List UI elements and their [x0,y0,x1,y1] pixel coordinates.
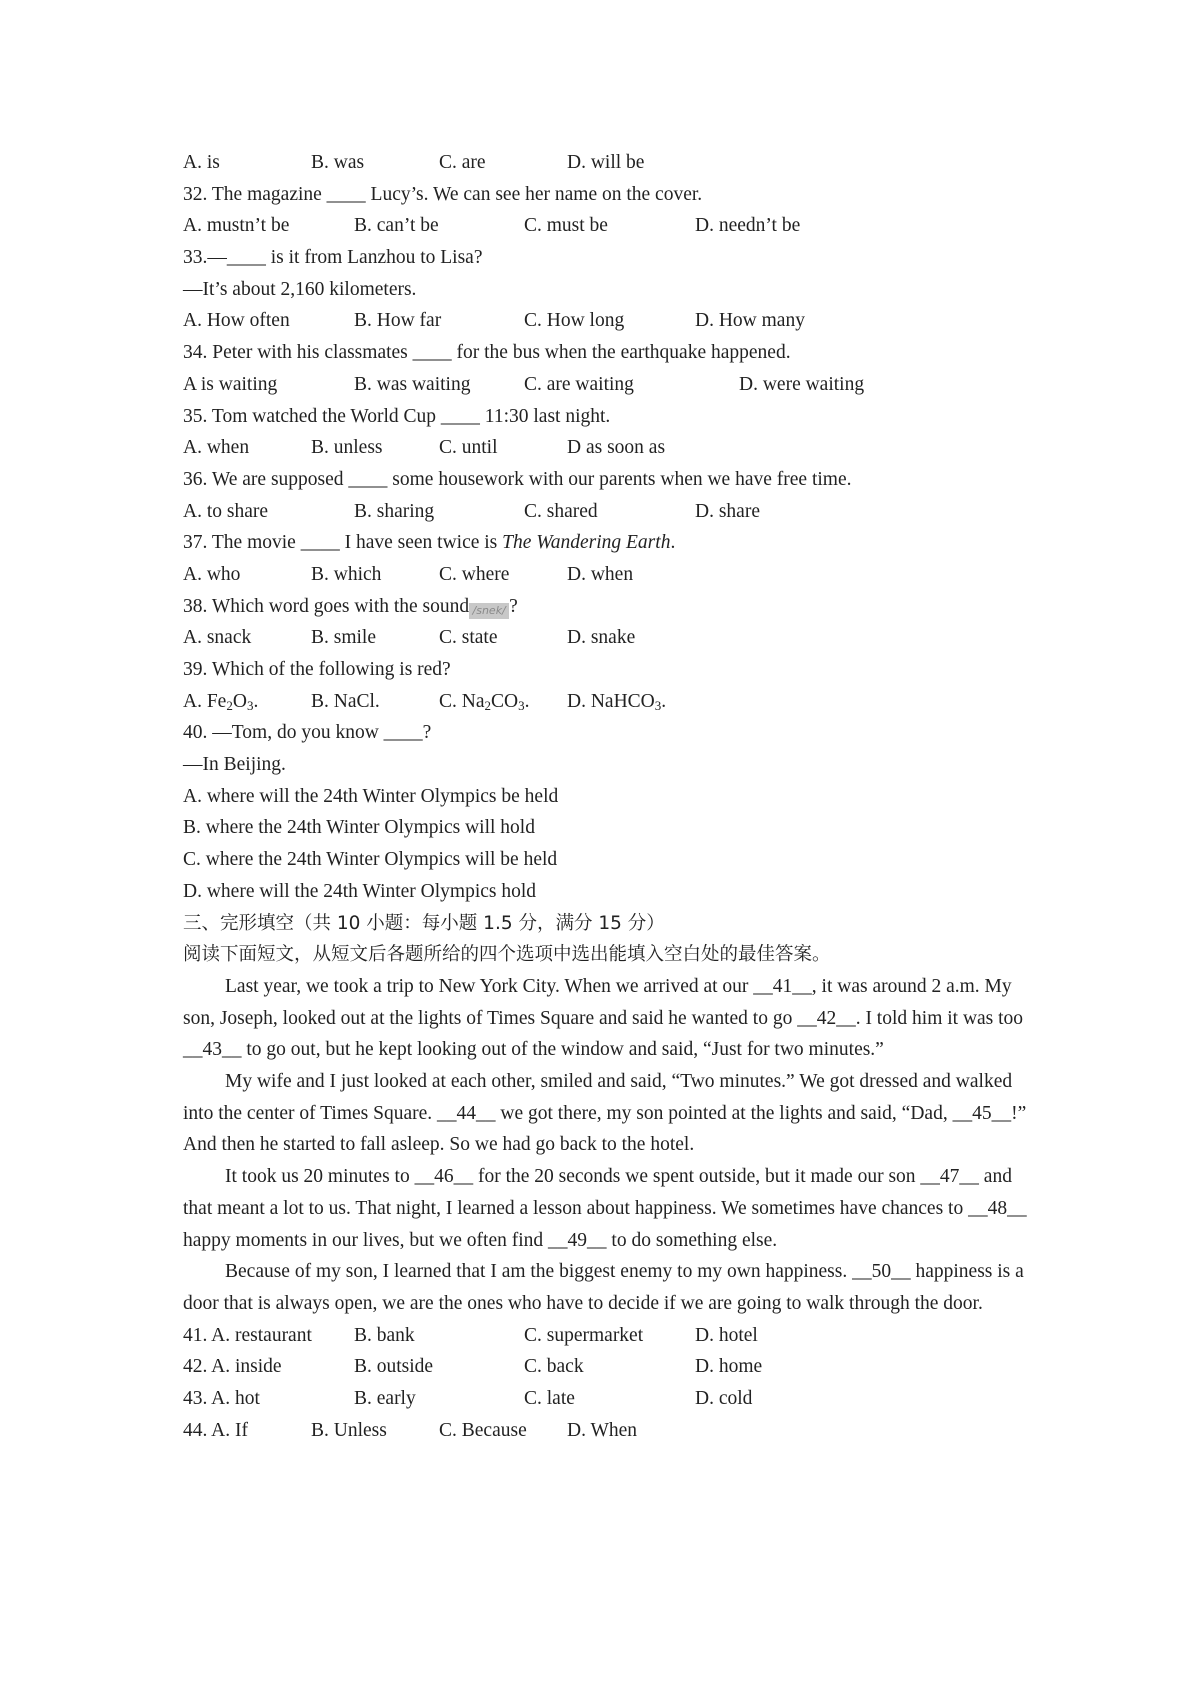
q42-options [183,1351,1043,1383]
q37-option-a: A. who [183,563,241,585]
q39-a-pre: A. Fe [183,690,227,712]
q36-stem: 36. We are supposed ____ some housework with our parents when we have free time. [183,468,852,490]
q42-option-b: B. outside [354,1356,434,1378]
q43-option-a: 43. A. hot [183,1387,260,1409]
q40-option-d: D. where will the 24th Winter Olympics hold [183,880,537,902]
q39-c-pre: C. Na [439,690,485,712]
q39-a-post: . [253,690,259,712]
q36-option-a: A. to share [183,500,269,522]
q38-option-c: C. state [439,627,498,649]
q40-stem: 40. —Tom, do you know ____? [183,722,432,744]
q33-option-a: A. How often [183,310,290,332]
passage-paragraph-2: My wife and I just looked at each other, smiled and said, “Two minutes.” We got dressed and walked into the center of Times Square. __44__ we got there, my son pointed at the lights and said, “Dad, __45__!” And then he started to fall asleep. So we had go back to the hotel. [183,1070,1027,1156]
q33-option-c: C. How long [524,310,625,332]
q40-option-b: B. where the 24th Winter Olympics will hold [183,817,535,839]
q33-options [183,305,1043,337]
q38-option-b: B. smile [311,627,377,649]
q31-option-b: B. was [311,152,365,173]
q34-option-d: D. were waiting [739,373,865,395]
q44-option-c: C. Because [439,1419,527,1441]
q35-stem: 35. Tom watched the World Cup ____ 11:30 last night. [183,405,611,427]
q41-option-c: C. supermarket [524,1324,644,1346]
q37-stem-pre: 37. The movie ____ I have seen twice is [183,532,503,554]
q43-option-d: D. cold [695,1387,753,1409]
q32-option-c: C. must be [524,215,608,237]
q36-options [183,496,1043,528]
q43-options [183,1383,1043,1415]
q41-option-b: B. bank [354,1324,415,1346]
q37-stem-post: . [670,532,676,554]
q44-option-d: D. When [567,1419,638,1441]
q39-c-sub1: 2 [484,697,491,713]
q35-options [183,432,1043,464]
q39-stem: 39. Which of the following is red? [183,659,451,680]
q39-c-post: . [524,690,530,712]
q39-options [183,686,1043,718]
q39-d-post: . [661,690,667,712]
q34-option-a: A is waiting [183,373,278,395]
q41-option-a: 41. A. restaurant [183,1324,312,1346]
q38-options [183,622,1043,654]
q39-d-pre: D. NaHCO [567,690,655,712]
q38-option-d: D. snake [567,627,636,649]
q35-option-a: A. when [183,437,250,459]
q38-stem [183,591,1043,623]
q43-option-b: B. early [354,1387,416,1409]
q40-reply: —In Beijing. [183,754,286,776]
section3-heading: 三、完形填空（共 10 小题：每小题 1.5 分，满分 15 分） [183,912,665,934]
passage-paragraph-4: Because of my son, I learned that I am the biggest enemy to my own happiness. __50__ happiness is a door that is always open, we are the ones who have to decide if we are going to walk through the door. [183,1261,1024,1314]
q32-option-b: B. can’t be [354,215,439,237]
q40-option-c: C. where the 24th Winter Olympics will be held [183,849,558,871]
q38-option-a: A. snack [183,627,252,649]
q39-option-b: B. NaCl. [311,690,380,712]
q37-option-b: B. which [311,563,382,585]
q44-option-a: 44. A. If [183,1419,248,1441]
q32-option-a: A. mustn’t be [183,215,290,237]
q31-options [183,147,1043,179]
q33-option-d: D. How many [695,310,805,332]
q43-option-c: C. late [524,1387,575,1409]
q37-option-c: C. where [439,563,510,585]
q44-options [183,1415,1043,1447]
q38-stem-pre: 38. Which word goes with the sound [183,595,470,617]
passage-paragraph-1: Last year, we took a trip to New York City. When we arrived at our __41__, it was around 2 a.m. My son, Joseph, looked out at the lights of Times Square and said he wanted to go __42__. I told him it was too __43__ to go out, but he kept looking out of the window and said, “Just for two minutes.” [183,975,1024,1061]
q33-stem: 33.—____ is it from Lanzhou to Lisa? [183,247,483,269]
q39-option-a [183,686,258,722]
q31-option-c: C. are [439,152,486,173]
q36-option-c: C. shared [524,500,598,522]
q35-option-b: B. unless [311,437,383,459]
q39-a-sub2: 3 [246,697,254,713]
q39-a-mid: O [232,690,247,712]
exam-content [183,147,1043,1446]
q39-d-sub1: 3 [654,697,662,713]
q36-option-d: D. share [695,500,760,522]
q32-stem: 32. The magazine ____ Lucy’s. We can see her name on the cover. [183,183,703,205]
q34-stem: 34. Peter with his classmates ____ for the bus when the earthquake happened. [183,342,791,364]
q42-option-d: D. home [695,1356,763,1378]
q37-stem [183,527,1043,559]
q36-option-b: B. sharing [354,500,435,522]
q35-option-c: C. until [439,437,498,459]
q33-reply: —It’s about 2,160 kilometers. [183,278,417,300]
q38-stem-post: ? [509,595,518,617]
q33-option-b: B. How far [354,310,442,332]
phonetic-symbol-image: /snek/ [469,603,509,619]
q44-option-b: B. Unless [311,1419,387,1441]
section3-instruction: 阅读下面短文，从短文后各题所给的四个选项中选出能填入空白处的最佳答案。 [183,944,831,966]
q42-option-c: C. back [524,1356,584,1378]
q32-option-d: D. needn’t be [695,215,801,237]
q41-options [183,1320,1043,1352]
q31-option-d: D. will be [567,152,645,173]
q32-options [183,210,1043,242]
q39-option-d [567,686,666,722]
q34-options [183,369,1043,401]
q34-option-b: B. was waiting [354,373,471,395]
q39-c-sub2: 3 [518,697,525,713]
q34-option-c: C. are waiting [524,373,634,395]
q37-option-d: D. when [567,563,634,585]
q37-options [183,559,1043,591]
q37-movie-title: The Wandering Earth [502,532,671,554]
q40-option-a: A. where will the 24th Winter Olympics be held [183,785,559,807]
q39-a-sub1: 2 [226,697,233,713]
passage-paragraph-3: It took us 20 minutes to __46__ for the 20 seconds we spent outside, but it made our son __47__ and that meant a lot to us. That night, I learned a lesson about happiness. We sometimes have chances to __48__ happy moments in our lives, but we often find __49__ to do something else. [183,1166,1027,1251]
q42-option-a: 42. A. inside [183,1356,282,1378]
q31-option-a: A. is [183,152,220,173]
q39-option-c [439,686,529,722]
q39-c-mid: CO [491,690,519,712]
q35-option-d: D as soon as [567,437,666,459]
q41-option-d: D. hotel [695,1324,758,1346]
